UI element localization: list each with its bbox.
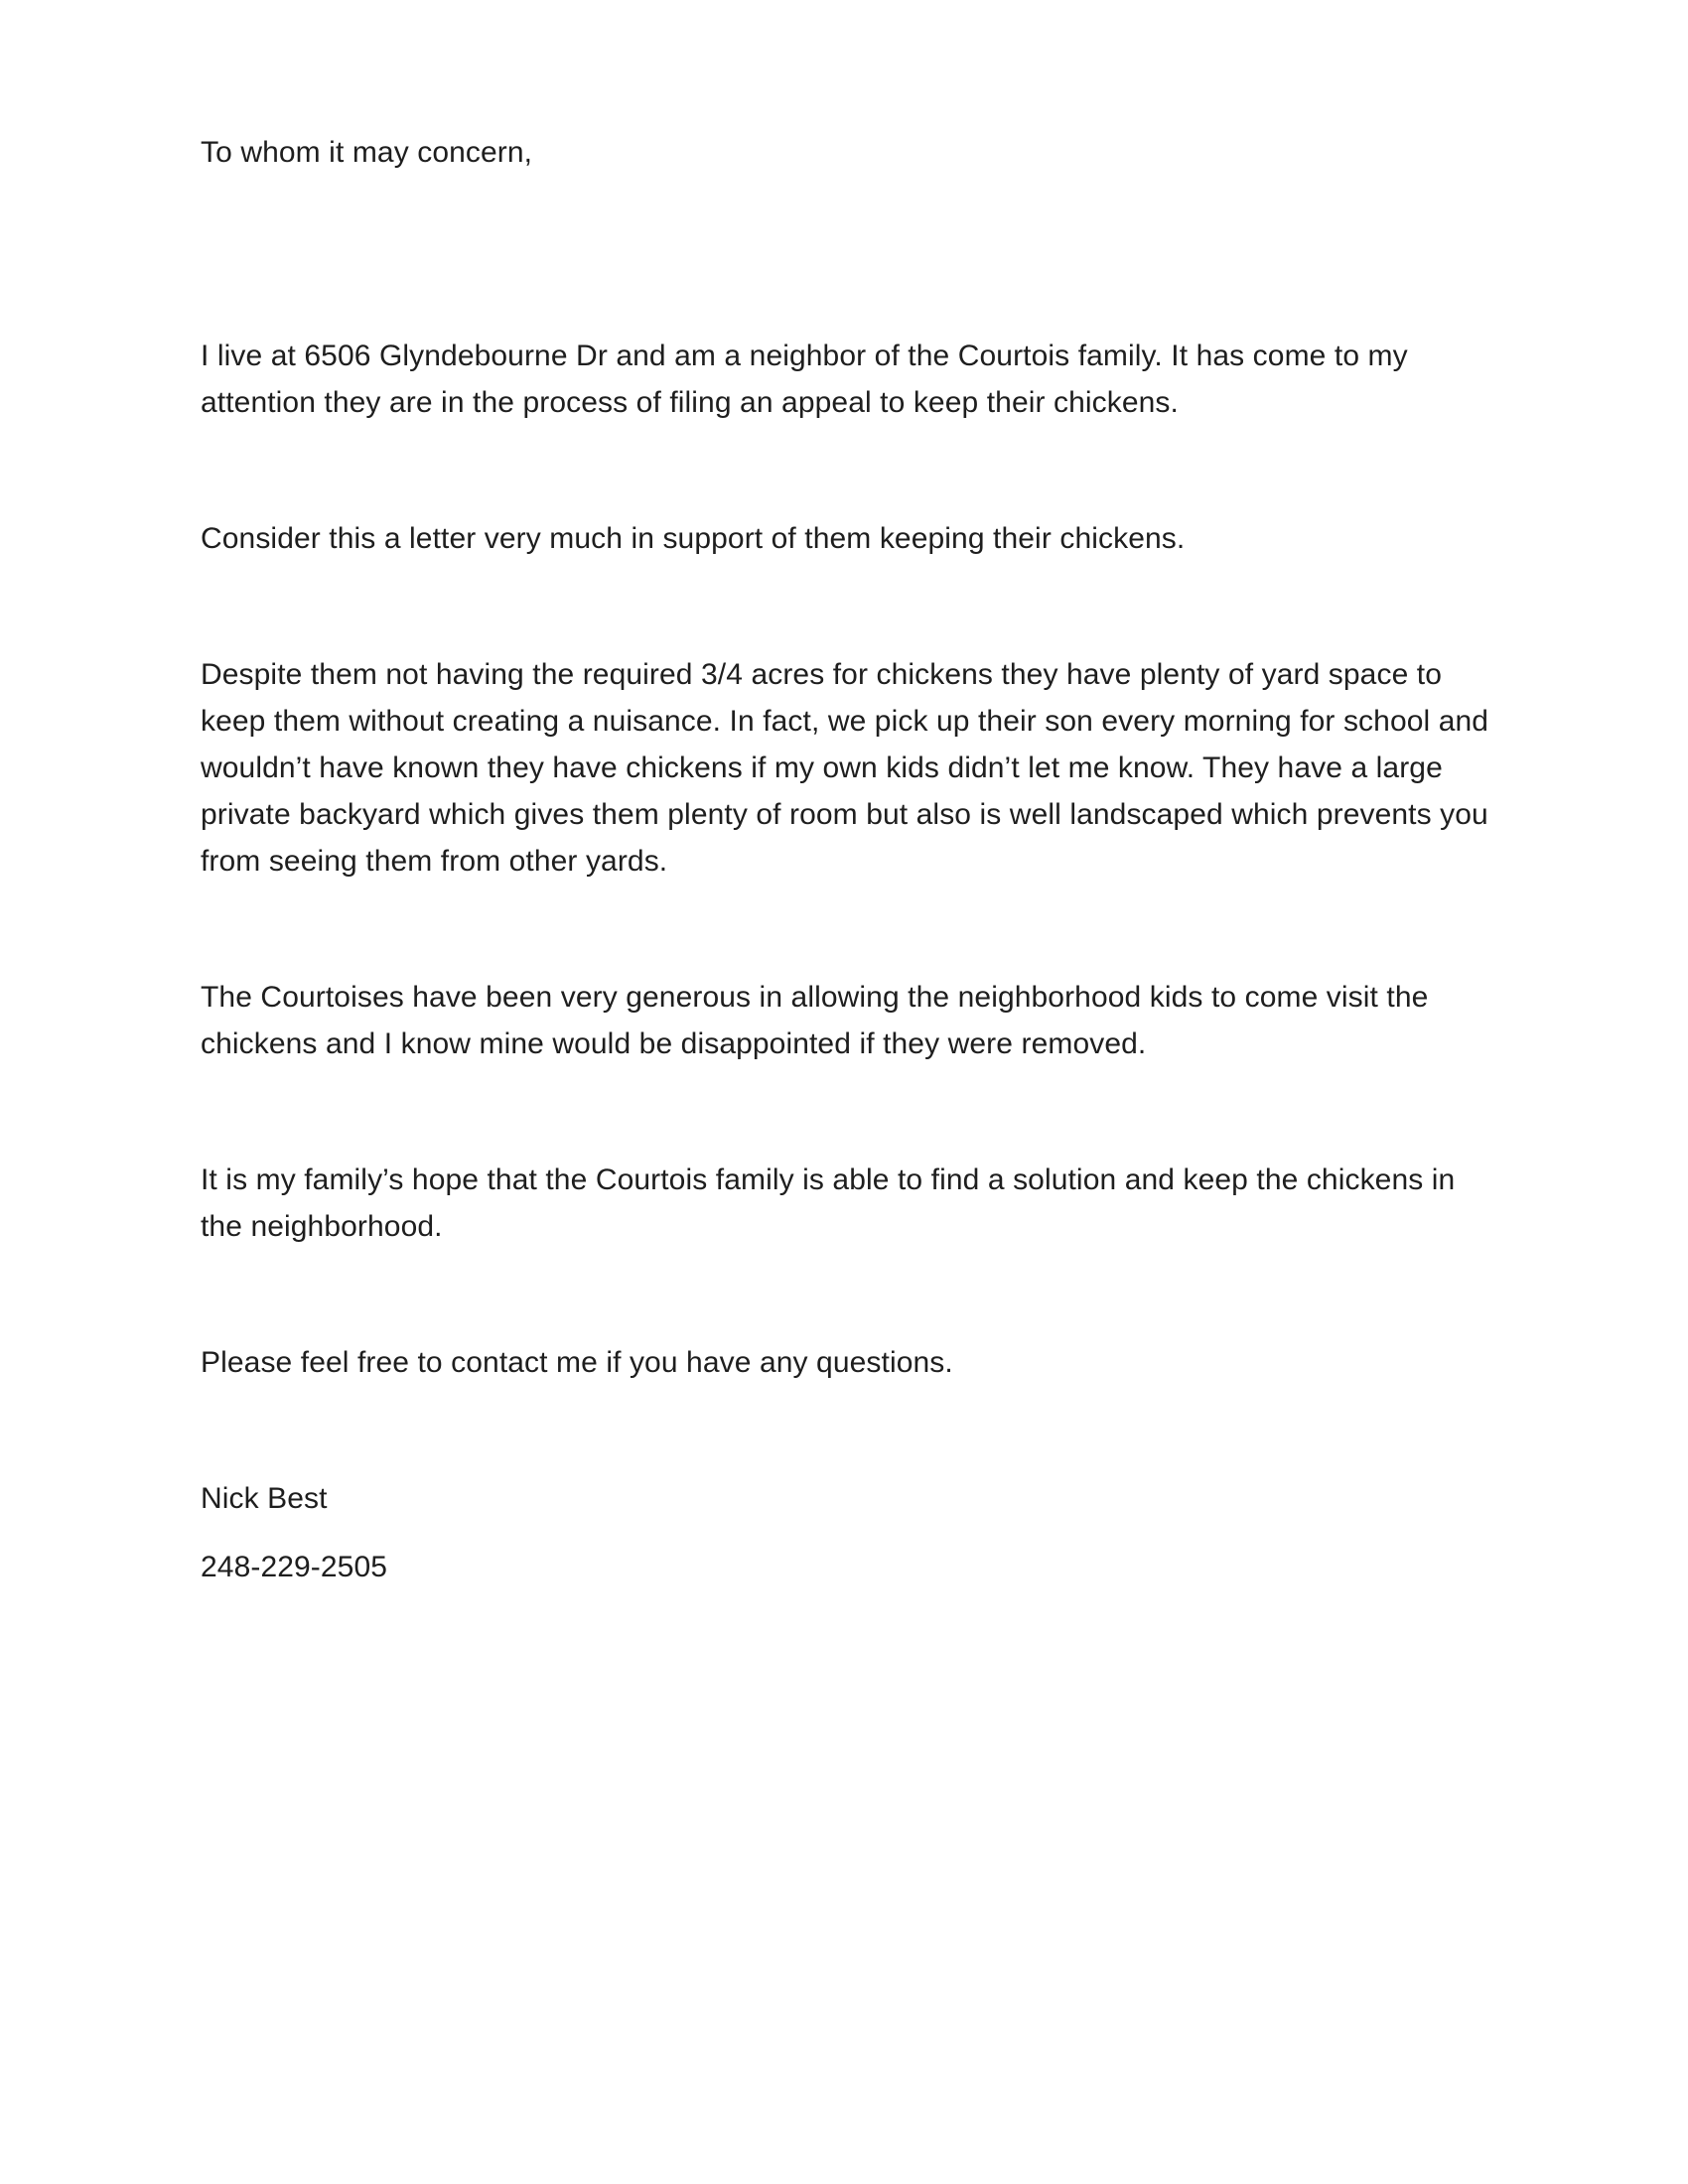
letter-paragraph-yard-details: Despite them not having the required 3/4 acres for chickens they have plenty of yard space to keep them without creating a nuisance. In fact, we pick up their son every morning for school and wouldn’t have known they have chickens if my own kids didn’t let me know. They have a large private backyard which gives them plenty of room but also is well landscaped which prevents you from seeing them from other yards. [201,658,1489,878]
signature-name: Nick Best [201,1482,328,1515]
letter-paragraph-intro: I live at 6506 Glyndebourne Dr and am a neighbor of the Courtois family. It has come to my attention they are in the process of filing an appeal to keep their chickens. [201,340,1408,419]
letter-paragraph-support-statement: Consider this a letter very much in support of them keeping their chickens. [201,522,1186,555]
letter-paragraph-neighborhood-kids: The Courtoises have been very generous in allowing the neighborhood kids to come visit the chickens and I know mine would be disappointed if they were removed. [201,981,1429,1060]
letter-body [201,129,1501,1590]
letter-paragraph-contact: Please feel free to contact me if you have any questions. [201,1346,953,1379]
letter-salutation: To whom it may concern, [201,136,533,169]
letter-paragraph-family-hope: It is my family’s hope that the Courtois family is able to find a solution and keep the chickens in the neighborhood. [201,1163,1456,1243]
signature-phone: 248-229-2505 [201,1551,388,1583]
